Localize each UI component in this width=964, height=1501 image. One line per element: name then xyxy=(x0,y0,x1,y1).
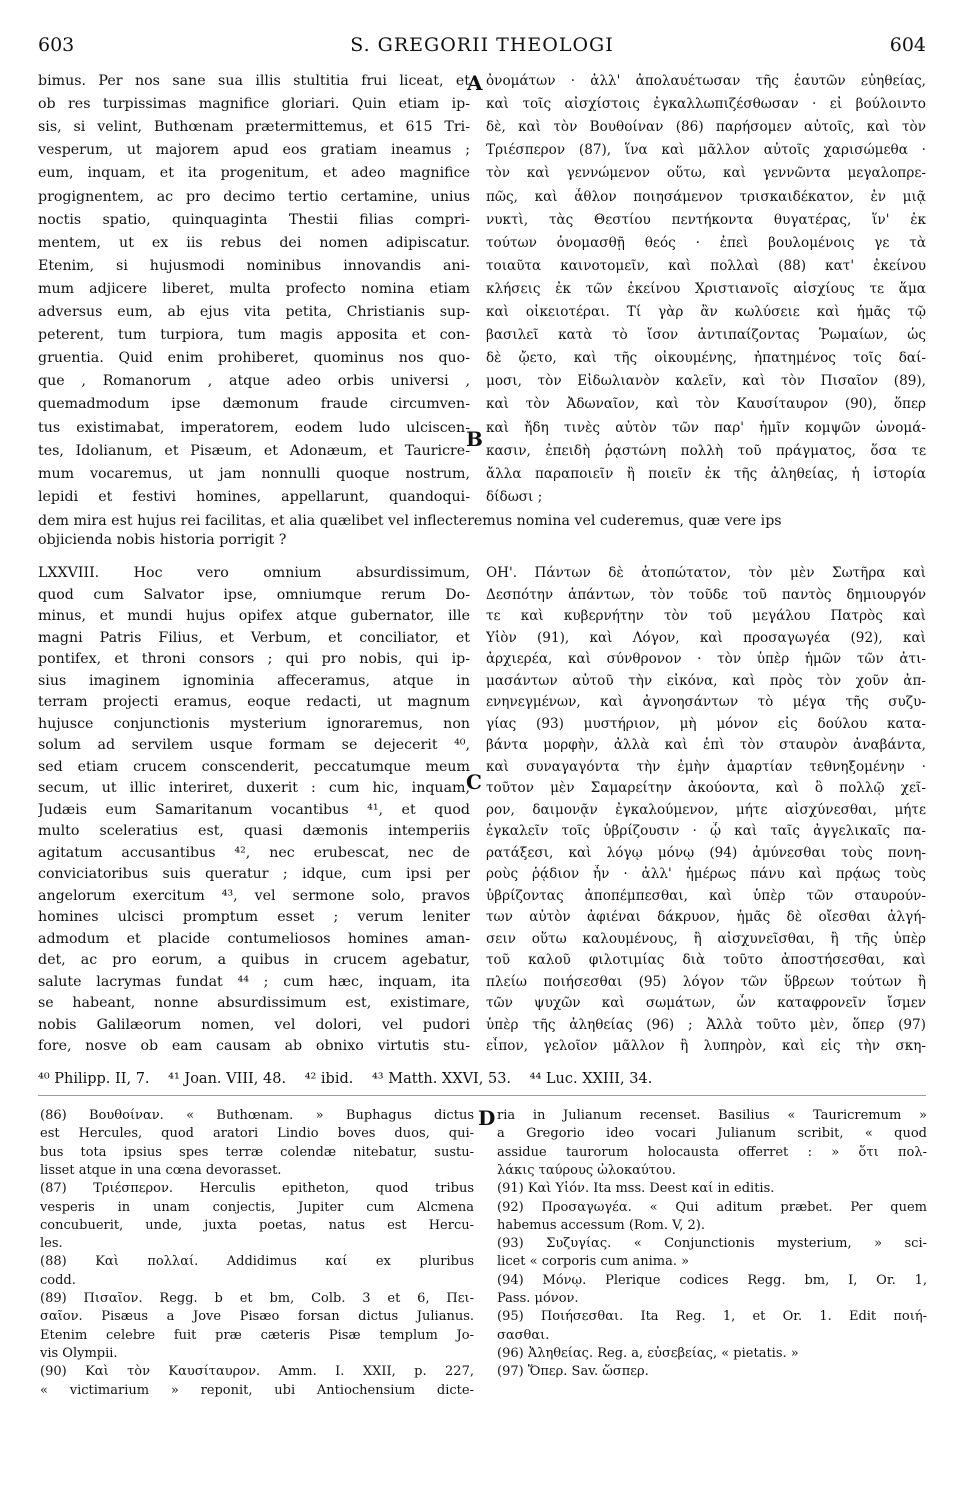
text-line: magni Patris Filius, et Verbum, et conciliator, et xyxy=(38,629,470,646)
text-line: homines ulcisci promptum esset ; verum leniter xyxy=(38,909,470,925)
footnote-line: « victimarium » reponit, ubi Antiochensium dicte- xyxy=(40,1382,474,1398)
text-line: peterent, tum turpiora, tum magis apposita et con- xyxy=(38,327,470,344)
text-line: det, ac pro eorum, a quibus in crucem agebatur, xyxy=(38,952,470,968)
text-line: nobis Galilæorum nomen, vel dolori, vel pudori xyxy=(38,1016,470,1033)
text-line: tes, Idolianum, et Pisæum, et Adonæum, et Tauricre- xyxy=(38,442,470,459)
footnote-line: (87) Τριέσπερον. Herculis epitheton, quod tribus xyxy=(40,1181,474,1197)
text-line: νυκτὶ, τὰς Θεστίου πεντήκοντα θυγατέρας, ἵν' ἐκ xyxy=(486,211,926,228)
marker-a: A xyxy=(467,71,483,95)
scripture-ref: ⁴² ibid. xyxy=(304,1071,354,1087)
text-line: βάντα μορφὴν, ἀλλὰ καὶ ἐπὶ τὸν σταυρὸν ἀναβάντα, xyxy=(486,737,926,753)
text-line: solum ad servilem usque formam se dejecerit ⁴⁰, xyxy=(38,737,470,753)
text-line: Etenim, si hujusmodi nominibus innovandis ani- xyxy=(38,257,470,274)
text-line: minus, et mundi hujus opifex atque gubernator, ille xyxy=(38,608,470,624)
scripture-ref: ⁴³ Matth. XXVI, 53. xyxy=(371,1071,512,1087)
footnote-line: vis Olympii. xyxy=(40,1345,118,1361)
text-line: τοιαῦτα καινοτομεῖν, καὶ πολλαὶ (88) κατ' ἐκείνου xyxy=(486,257,926,274)
scripture-references xyxy=(38,1071,926,1087)
footnote-line: lisset atque in una cœna devorasset. xyxy=(40,1162,282,1178)
text-line: Τριέσπερον (87), ἵνα καὶ μᾶλλον αὐτοῖς χαρισώμεθα · xyxy=(486,142,926,159)
column-number-left: 603 xyxy=(38,34,75,56)
text-line: ἄλλα παραποιεῖν ἢ ποιεῖν ἐκ τῆς ἀληθείας, ἡ ἱστορία xyxy=(486,465,926,482)
footnote-line: σασθαι. xyxy=(497,1327,550,1343)
footnote-line: (86) Βουθοίναν. « Buthœnam. » Buphagus dictus xyxy=(40,1108,474,1123)
text-line: πλείω ποιήσεσθαι (95) λόγον τῶν ὕβρεων τούτων ἢ xyxy=(486,973,926,990)
text-line: καὶ συναγαγόντα τὴν ἐμὴν ἁμαρτίαν τεθνηξομένην · xyxy=(486,758,926,775)
text-line: ὑπὲρ τῆς ἀληθείας (96) ; Ἀλλὰ τοῦτο μὲν, ὅπερ (97) xyxy=(486,1016,926,1033)
scripture-ref: ⁴¹ Joan. VIII, 48. xyxy=(168,1071,287,1087)
text-line: σειν οὕτω καλουμένους, ἢ αἰσχυνεῖσθαι, ἢ τῆς ὑπὲρ xyxy=(486,930,926,947)
text-line: agitatum accusantibus ⁴², nec erubescat, nec de xyxy=(38,844,470,861)
text-line: pontifex, et throni consors ; qui pro nobis, qui ip- xyxy=(38,651,470,667)
text-line: sed etiam crucem conscenderit, peccatumque meum xyxy=(38,758,470,775)
text-line: καὶ τοῖς αἰσχίστοις ἐγκαλλωπιζέσθωσαν · εἰ βούλοιντο xyxy=(486,96,926,113)
footnote-line: (91) Καὶ Υἱόν. Ita mss. Deest καί in editis. xyxy=(497,1181,775,1197)
text-line: πῶς, καὶ ἆθλον ποιησάμενον τρισκαιδέκατον, ἐν μιᾷ xyxy=(486,188,926,205)
footnote-line: concubuerit, unde, juxta poetas, natus est Hercu- xyxy=(40,1217,474,1233)
footnote-line: (88) Καὶ πολλαί. Addidimus καί ex pluribus xyxy=(40,1254,474,1270)
footnote-line: (96) Ἀληθείας. Reg. a, εὐσεβείας, « pietatis. » xyxy=(497,1345,799,1361)
text-line: mum adjicere liberet, multa profecto nomina etiam xyxy=(38,280,470,297)
text-line: βασιλεῖ κατὰ τὸ ἴσον ἀντιπαίζοντας Ῥωμαίων, ὡς xyxy=(486,327,926,344)
footnote-line: (97) Ὅπερ. Sav. ὥσπερ. xyxy=(497,1364,649,1380)
text-line: mentem, ut ex iis rebus dei nomen adipiscatur. xyxy=(38,234,470,251)
text-line: ροὺς ῥᾴδιον ἦν · ἀλλ' ἡμέρως πάνυ καὶ πρᾴως τοὺς xyxy=(486,866,926,882)
text-line: καὶ οἰκειοτέραι. Τί γὰρ ἂν κωλύσειε καὶ ἡμᾶς τῷ xyxy=(486,304,926,320)
footnote-line: σαῖον. Pisæus a Jove Pisæo forsan dictus Julianus. xyxy=(40,1309,474,1325)
footnote-divider xyxy=(38,1095,926,1096)
scripture-ref: ⁴⁰ Philipp. II, 7. xyxy=(38,1071,150,1087)
footnote-line: (93) Συζυγίας. « Conjunctionis mysterium, » sci- xyxy=(497,1236,927,1252)
footnote-line: Pass. μόνον. xyxy=(497,1291,579,1306)
text-line: sius imaginem ignominia affeceramus, atque in xyxy=(38,672,470,689)
text-line: ἐγκαλεῖν τοῖς ὑβρίζουσιν · ᾧ καὶ ταῖς ἀγγελικαῖς πα- xyxy=(486,823,926,839)
text-line: conviciatoribus suis queratur ; idque, cum ipsi per xyxy=(38,866,470,882)
text-line: καὶ ἤδη τινὲς αὐτὸν τῶν παρ' ἡμῖν κομψῶν ὠνομά- xyxy=(486,419,926,436)
text-line: γίας (93) μυστήριον, μὴ μόνον εἰς δούλου κατα- xyxy=(486,715,926,732)
text-line: eum, inquam, et ita progenitum, et adeo magnifice xyxy=(38,165,470,182)
footnote-line: Etenim celebre fuit præ cæteris Pisæ templum Jo- xyxy=(40,1327,474,1343)
text-line: ἀρχιερέα, καὶ σύνθρονον · τὸν ὑπὲρ ἡμῶν τῶν ἀτι- xyxy=(486,651,926,667)
footnote-line: (94) Μόνῳ. Plerique codices Regg. bm, I, Or. 1, xyxy=(497,1272,927,1288)
text-line: κασιν, ἐπειδὴ ῥᾳστώνη πολλὴ τοῦ πράγματος, ὅσα τε xyxy=(486,442,926,459)
footnote-line: (89) Πισαῖον. Regg. b et bm, Colb. 3 et 6, Πει- xyxy=(40,1291,474,1306)
footnote-line: est Hercules, quod aratori Lindio boves duos, qui- xyxy=(40,1126,474,1142)
column-number-right: 604 xyxy=(889,34,926,56)
footnote-line: les. xyxy=(40,1236,63,1252)
text-line: bimus. Per nos sane sua illis stultitia frui liceat, et xyxy=(38,73,470,89)
footnote-line: ria in Julianum recenset. Basilius « Tauricremum » xyxy=(497,1108,927,1123)
text-line: ρον, δαιμονᾷν ἐγκαλούμενον, μήτε αἰσχύνεσθαι, μήτε xyxy=(486,801,926,818)
text-line: salute lacrymas fundat ⁴⁴ ; cum hæc, inquam, ita xyxy=(38,973,470,990)
text-line: τῶν ψυχῶν καὶ σωμάτων, ὧν καταφρονεῖν ἴσμεν xyxy=(486,995,926,1011)
text-line: δίδωσι ; xyxy=(486,488,543,505)
footnote-line: vesperis in unam conjectis, Jupiter cum Alcmena xyxy=(40,1199,474,1215)
text-line: noctis spatio, quinquaginta Thestii filias compri- xyxy=(38,211,470,228)
text-line: τοῦτον μὲν Σαμαρείτην ἀκούοντα, καὶ ὃ πολλῷ χεῖ- xyxy=(486,780,926,796)
text-line: LXXVIII. Hoc vero omnium absurdissimum, xyxy=(38,565,470,581)
text-line: των αὐτὸν ἀφιέναι δάκρυον, ἡμᾶς δὲ οἴεσθαι ἀλγή- xyxy=(486,909,926,925)
text-line: secum, ut illic interiret, duxerit : cum hic, inquam, xyxy=(38,780,470,796)
footnote-line: (92) Προσαγωγέα. « Qui aditum præbet. Per quem xyxy=(497,1199,927,1215)
text-line: sis, si velint, Buthœnam prætermittemus, et 615 Tri- xyxy=(38,119,470,136)
marker-c: C xyxy=(466,770,482,794)
text-line: tus existimabat, imperatorem, eodem ludo ulciscen- xyxy=(38,419,470,436)
footnote-line: codd. xyxy=(40,1272,76,1288)
text-line: τοῦ καλοῦ φιλοτιμίας διὰ τοῦτο ἀποστήσεσθαι, καὶ xyxy=(486,952,926,968)
marker-d: D xyxy=(478,1106,496,1130)
text-line: ob res turpissimas magnifice gloriari. Quin etiam ip- xyxy=(38,96,470,113)
text-line: εἶπον, γελοῖον μᾶλλον ἢ λυπηρὸν, καὶ εἰς τὴν σκη- xyxy=(486,1038,926,1054)
text-line: quemadmodum ipse dæmonum fraude circumven- xyxy=(38,396,470,413)
text-line: ενηνεγμένων, καὶ ἀγνοησάντων τὸ μέγα τῆς συζυ- xyxy=(486,694,926,710)
text-line: vesperum, ut majorem apud eos gratiam ineamus ; xyxy=(38,142,470,159)
footnote-line: (95) Ποιήσεσθαι. Ita Reg. 1, et Or. 1. Edit ποιή- xyxy=(497,1309,927,1325)
text-line: ρατάξεσι, καὶ λόγῳ μόνῳ (94) ἀμύνεσθαι τοὺς πονη- xyxy=(486,844,926,861)
text-line: δὲ ᾤετο, καὶ τῆς οἰκουμένης, ἠπατημένος τοῖς δαί- xyxy=(486,350,926,367)
text-line: τὸν καὶ γεννώμενον οὕτω, καὶ γεννῶντα μεγαλοπρε- xyxy=(486,165,926,182)
text-line: δὲ, καὶ τὸν Βουθοίναν (86) παρήσομεν αὐτοῖς, καὶ τὸν xyxy=(486,119,926,136)
text-line: gruentia. Quid enim prohiberet, quominus nos quo- xyxy=(38,350,470,367)
footnote-line: a Gregorio ideo vocari Julianum scribit, « quod xyxy=(497,1126,927,1142)
footnote-line: licet « corporis cum anima. » xyxy=(497,1254,690,1270)
text-line: Judæis eum Samaritanum vocantibus ⁴¹, et quod xyxy=(38,801,470,818)
page-header xyxy=(38,34,926,60)
text-line: κλήσεις ἐκ τῶν ἐκείνου Χριστιανοῖς αἰσχίους τε ἅμα xyxy=(486,280,926,297)
scripture-ref: ⁴⁴ Luc. XXIII, 34. xyxy=(529,1071,653,1087)
running-title: S. GREGORII THEOLOGI xyxy=(350,34,614,56)
text-line: μασάντων αὐτοῦ τὴν εἰκόνα, καὶ πρὸς τὸν χοῦν ἀπ- xyxy=(486,672,926,689)
footnote-line: assidue taurorum holocausta offerret : » ὅτι πολ- xyxy=(497,1144,927,1160)
text-line: mum vocaremus, ut jam nonnulli quoque nostrum, xyxy=(38,465,470,482)
footnote-line: λάκις ταύρους ὠλοκαύτου. xyxy=(497,1162,676,1178)
text-line: τε καὶ κυβερνήτην τὸν τοῦ μεγάλου Πατρὸς καὶ xyxy=(486,608,926,624)
text-line: καὶ τὸν Ἀδωναῖον, καὶ τὸν Καυσίταυρον (90), ὅπερ xyxy=(486,396,926,413)
text-line: que , Romanorum , atque adeo orbis universi , xyxy=(38,373,470,390)
text-line: hujusce conjunctionis mysterium ignoraremus, non xyxy=(38,715,470,732)
footnote-line: habemus accessum (Rom. V, 2). xyxy=(497,1217,705,1233)
text-line: progignentem, ac pro decimo tertio certamine, unius xyxy=(38,188,470,205)
text-line: ΟΗ'. Πάντων δὲ ἀτοπώτατον, τὸν μὲν Σωτῆρα καὶ xyxy=(486,565,926,581)
text-line: multo sceleratius est, quasi dæmonis intemperiis xyxy=(38,823,470,839)
text-line: ὀνομάτων · ἀλλ' ἀπολαυέτωσαν τῆς ἑαυτῶν εὐηθείας, xyxy=(486,73,926,89)
latin-tail-line: objicienda nobis historia porrigit ? xyxy=(38,532,287,548)
footnote-line: (90) Καὶ τὸν Καυσίταυρον. Amm. I. XXII, p. 227, xyxy=(40,1364,474,1380)
full-width-line: dem mira est hujus rei facilitas, et alia quælibet vel inflecteremus nomina vel cuderemus, quæ vere ips xyxy=(38,513,782,529)
text-line: ὑβρίζοντας ἀποπέμπεσθαι, καὶ ὑπὲρ τῶν σταυρούν- xyxy=(486,887,926,904)
text-line: lepidi et festivi homines, appellarunt, quandoqui- xyxy=(38,488,470,505)
text-line: τούτων ὀνομασθῇ θεός · ἐπεὶ βουλομένοις γε τὰ xyxy=(486,234,926,251)
text-line: Υἱὸν (91), καὶ Λόγον, καὶ προσαγωγέα (92), καὶ xyxy=(486,629,926,646)
text-line: angelorum exercitum ⁴³, vel sermone solo, pravos xyxy=(38,887,470,904)
text-line: terram projecti eramus, eoque redacti, ut magnum xyxy=(38,694,470,710)
text-line: μοσι, τὸν Εἰδωλιανὸν καλεῖν, καὶ τὸν Πισαῖον (89), xyxy=(486,373,926,390)
footnote-line: bus tota ipsius spes terræ colendæ nitebatur, sustu- xyxy=(40,1144,474,1160)
marker-b: B xyxy=(466,427,483,451)
text-line: fore, nosve ob eam causam ab obnixo virtutis stu- xyxy=(38,1038,470,1054)
text-line: admodum et placide contumeliosos homines aman- xyxy=(38,930,470,947)
text-line: quod cum Salvator ipse, omniumque rerum Do- xyxy=(38,586,470,603)
text-line: adversus eum, ab ejus vita petita, Christianis sup- xyxy=(38,304,470,320)
text-line: se habeant, nonne absurdissimum est, existimare, xyxy=(38,995,470,1011)
text-line: Δεσπότην ἁπάντων, τὸν τοῦδε τοῦ παντὸς δημιουργόν xyxy=(486,586,926,603)
